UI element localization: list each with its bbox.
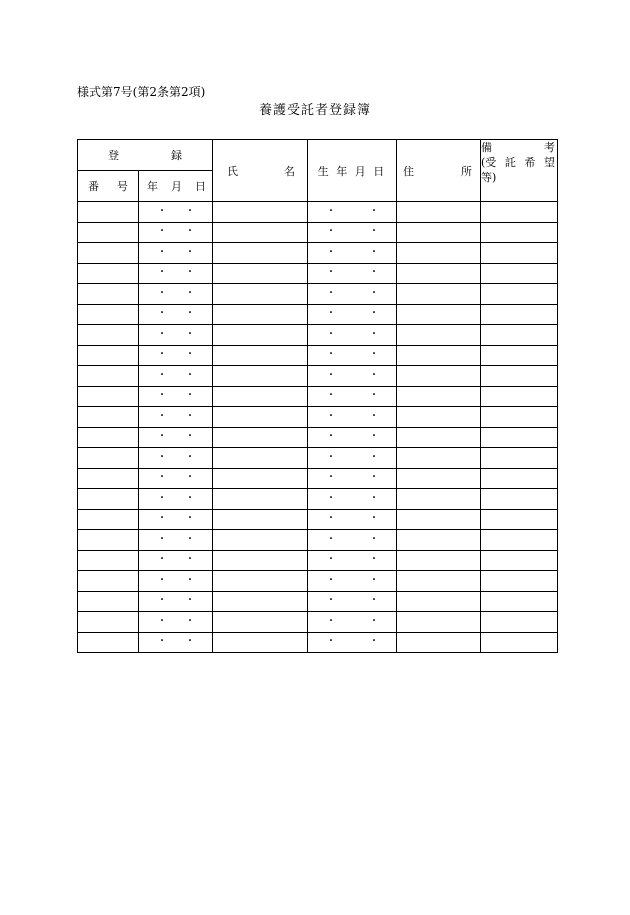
name-cell[interactable]	[213, 243, 308, 264]
registration-date-cell[interactable]	[139, 386, 213, 407]
birth-date-cell[interactable]	[308, 202, 397, 223]
remarks-cell[interactable]	[481, 550, 558, 571]
name-cell[interactable]	[213, 366, 308, 387]
birth-date-cell[interactable]	[308, 243, 397, 264]
name-header-char: 名	[284, 164, 295, 178]
number-cell[interactable]	[78, 407, 139, 428]
date-separator: ・	[185, 513, 195, 525]
remarks-cell[interactable]	[481, 386, 558, 407]
remarks-cell[interactable]	[481, 263, 558, 284]
date-separator: ・	[157, 636, 167, 648]
date-separator: ・	[369, 533, 379, 545]
registration-header-char: 登	[108, 149, 119, 162]
address-cell[interactable]	[397, 407, 481, 428]
birth-date-cell[interactable]	[308, 427, 397, 448]
birth-date-cell[interactable]	[308, 612, 397, 633]
date-separator: ・	[185, 636, 195, 648]
date-separator: ・	[185, 533, 195, 545]
registration-date-cell[interactable]	[139, 612, 213, 633]
date-separator: ・	[369, 451, 379, 463]
date-separator: ・	[185, 390, 195, 402]
table-row	[78, 304, 558, 325]
table-row	[78, 632, 558, 653]
date-separator: ・	[326, 451, 336, 463]
address-cell[interactable]	[397, 386, 481, 407]
address-cell[interactable]	[397, 509, 481, 530]
date-separator: ・	[185, 349, 195, 361]
registration-date-cell[interactable]	[139, 407, 213, 428]
reg-date-header-char: 日	[195, 180, 206, 193]
remarks-cell[interactable]	[481, 489, 558, 510]
registration-date-cell[interactable]	[139, 366, 213, 387]
date-separator: ・	[326, 390, 336, 402]
reg-date-header-char: 月	[171, 180, 182, 193]
registration-date-cell[interactable]	[139, 489, 213, 510]
registration-date-cell[interactable]	[139, 243, 213, 264]
birth-date-header	[308, 140, 397, 202]
address-cell[interactable]	[397, 202, 481, 223]
name-cell[interactable]	[213, 530, 308, 551]
date-separator: ・	[369, 615, 379, 627]
date-separator: ・	[326, 533, 336, 545]
name-cell[interactable]	[213, 386, 308, 407]
remarks-header-char: 考	[544, 141, 555, 154]
name-cell[interactable]	[213, 345, 308, 366]
remarks-header-char: (受	[481, 156, 497, 169]
number-cell[interactable]	[78, 263, 139, 284]
date-separator: ・	[326, 492, 336, 504]
remarks-header-char: 託	[504, 156, 516, 169]
date-separator: ・	[369, 472, 379, 484]
table-row	[78, 612, 558, 633]
table-row	[78, 530, 558, 551]
address-cell[interactable]	[397, 222, 481, 243]
date-separator: ・	[157, 615, 167, 627]
date-separator: ・	[185, 328, 195, 340]
date-separator: ・	[157, 513, 167, 525]
date-separator: ・	[369, 554, 379, 566]
form-number: 様式第7号(第2条第2項)	[77, 85, 206, 99]
table-row	[78, 407, 558, 428]
date-separator: ・	[369, 410, 379, 422]
remarks-cell[interactable]	[481, 468, 558, 489]
date-separator: ・	[157, 451, 167, 463]
registration-date-cell[interactable]	[139, 468, 213, 489]
number-header-char: 号	[117, 180, 128, 193]
number-cell[interactable]	[78, 530, 139, 551]
birth-date-cell[interactable]	[308, 448, 397, 469]
name-cell[interactable]	[213, 632, 308, 653]
remarks-cell[interactable]	[481, 284, 558, 305]
number-header-char: 番	[88, 180, 99, 193]
remarks-cell[interactable]	[481, 304, 558, 325]
date-separator: ・	[157, 431, 167, 443]
date-separator: ・	[326, 574, 336, 586]
date-separator: ・	[157, 369, 167, 381]
header-row-1	[78, 140, 558, 171]
date-separator: ・	[185, 472, 195, 484]
number-cell[interactable]	[78, 284, 139, 305]
table-row	[78, 386, 558, 407]
number-cell[interactable]	[78, 345, 139, 366]
address-header-char: 所	[461, 164, 472, 178]
birth-date-cell[interactable]	[308, 591, 397, 612]
date-separator: ・	[157, 492, 167, 504]
remarks-cell[interactable]	[481, 325, 558, 346]
table-row	[78, 222, 558, 243]
name-cell[interactable]	[213, 571, 308, 592]
birth-date-cell[interactable]	[308, 530, 397, 551]
table-row	[78, 571, 558, 592]
registration-date-cell[interactable]	[139, 591, 213, 612]
name-cell[interactable]	[213, 427, 308, 448]
table-row	[78, 468, 558, 489]
number-cell[interactable]	[78, 550, 139, 571]
number-cell[interactable]	[78, 612, 139, 633]
table-row	[78, 345, 558, 366]
date-separator: ・	[369, 328, 379, 340]
date-separator: ・	[326, 431, 336, 443]
date-separator: ・	[157, 287, 167, 299]
date-separator: ・	[369, 595, 379, 607]
date-separator: ・	[369, 513, 379, 525]
address-cell[interactable]	[397, 366, 481, 387]
address-cell[interactable]	[397, 530, 481, 551]
date-separator: ・	[326, 595, 336, 607]
date-separator: ・	[326, 472, 336, 484]
remarks-header	[481, 140, 558, 202]
date-separator: ・	[369, 431, 379, 443]
number-cell[interactable]	[78, 222, 139, 243]
date-separator: ・	[326, 226, 336, 238]
date-separator: ・	[369, 390, 379, 402]
date-separator: ・	[157, 410, 167, 422]
date-separator: ・	[326, 636, 336, 648]
registration-date-cell[interactable]	[139, 284, 213, 305]
date-separator: ・	[369, 492, 379, 504]
date-separator: ・	[326, 205, 336, 217]
date-separator: ・	[369, 267, 379, 279]
remarks-cell[interactable]	[481, 612, 558, 633]
registration-date-cell[interactable]	[139, 448, 213, 469]
date-separator: ・	[185, 410, 195, 422]
registration-date-cell[interactable]	[139, 304, 213, 325]
registration-date-header	[139, 171, 213, 202]
name-cell[interactable]	[213, 448, 308, 469]
address-cell[interactable]	[397, 571, 481, 592]
document-title: 養護受託者登録簿	[258, 103, 371, 118]
remarks-cell[interactable]	[481, 407, 558, 428]
name-header	[213, 140, 308, 202]
remarks-cell[interactable]	[481, 345, 558, 366]
registration-date-cell[interactable]	[139, 263, 213, 284]
birth-date-cell[interactable]	[308, 550, 397, 571]
date-separator: ・	[369, 349, 379, 361]
table-row	[78, 202, 558, 223]
address-cell[interactable]	[397, 489, 481, 510]
remarks-header-line3: 等)	[481, 171, 497, 184]
birth-date-cell[interactable]	[308, 304, 397, 325]
registration-date-cell[interactable]	[139, 345, 213, 366]
birth-date-cell[interactable]	[308, 571, 397, 592]
table-row	[78, 448, 558, 469]
number-cell[interactable]	[78, 489, 139, 510]
name-header-char: 氏	[227, 164, 238, 178]
name-cell[interactable]	[213, 612, 308, 633]
date-separator: ・	[157, 390, 167, 402]
address-cell[interactable]	[397, 345, 481, 366]
registration-header-char: 録	[171, 149, 182, 162]
date-separator: ・	[326, 267, 336, 279]
registry-table	[77, 139, 558, 653]
address-cell[interactable]	[397, 263, 481, 284]
remarks-cell[interactable]	[481, 509, 558, 530]
date-separator: ・	[185, 308, 195, 320]
address-header	[397, 140, 481, 202]
remarks-cell[interactable]	[481, 530, 558, 551]
birth-date-cell[interactable]	[308, 222, 397, 243]
number-cell[interactable]	[78, 202, 139, 223]
birth-date-cell[interactable]	[308, 632, 397, 653]
address-cell[interactable]	[397, 468, 481, 489]
table-row	[78, 284, 558, 305]
table-row	[78, 591, 558, 612]
name-cell[interactable]	[213, 304, 308, 325]
address-cell[interactable]	[397, 591, 481, 612]
table-row	[78, 366, 558, 387]
date-separator: ・	[326, 246, 336, 258]
date-separator: ・	[157, 328, 167, 340]
date-separator: ・	[369, 226, 379, 238]
date-separator: ・	[185, 287, 195, 299]
date-separator: ・	[157, 574, 167, 586]
name-cell[interactable]	[213, 468, 308, 489]
date-separator: ・	[185, 431, 195, 443]
name-cell[interactable]	[213, 263, 308, 284]
date-separator: ・	[157, 246, 167, 258]
remarks-cell[interactable]	[481, 243, 558, 264]
remarks-cell[interactable]	[481, 591, 558, 612]
name-cell[interactable]	[213, 202, 308, 223]
date-separator: ・	[185, 267, 195, 279]
date-separator: ・	[369, 287, 379, 299]
address-cell[interactable]	[397, 632, 481, 653]
table-row	[78, 509, 558, 530]
number-cell[interactable]	[78, 427, 139, 448]
date-separator: ・	[369, 574, 379, 586]
number-cell[interactable]	[78, 386, 139, 407]
birth-date-cell[interactable]	[308, 509, 397, 530]
birth-date-cell[interactable]	[308, 386, 397, 407]
remarks-cell[interactable]	[481, 632, 558, 653]
registration-date-cell[interactable]	[139, 550, 213, 571]
birth-date-cell[interactable]	[308, 407, 397, 428]
date-separator: ・	[326, 308, 336, 320]
date-separator: ・	[157, 205, 167, 217]
remarks-cell[interactable]	[481, 202, 558, 223]
date-separator: ・	[369, 636, 379, 648]
date-separator: ・	[185, 205, 195, 217]
table-row	[78, 243, 558, 264]
date-separator: ・	[369, 246, 379, 258]
date-separator: ・	[369, 369, 379, 381]
number-cell[interactable]	[78, 632, 139, 653]
date-separator: ・	[185, 595, 195, 607]
date-separator: ・	[369, 308, 379, 320]
date-separator: ・	[185, 615, 195, 627]
registration-date-cell[interactable]	[139, 427, 213, 448]
registration-date-cell[interactable]	[139, 530, 213, 551]
date-separator: ・	[157, 267, 167, 279]
date-separator: ・	[157, 308, 167, 320]
remarks-header-char: 備	[481, 141, 492, 154]
remarks-cell[interactable]	[481, 222, 558, 243]
date-separator: ・	[185, 554, 195, 566]
remarks-cell[interactable]	[481, 448, 558, 469]
name-cell[interactable]	[213, 222, 308, 243]
birth-date-cell[interactable]	[308, 345, 397, 366]
birth-date-cell[interactable]	[308, 489, 397, 510]
date-separator: ・	[326, 287, 336, 299]
address-header-char: 住	[403, 164, 414, 178]
date-separator: ・	[185, 492, 195, 504]
address-cell[interactable]	[397, 284, 481, 305]
date-separator: ・	[185, 369, 195, 381]
number-cell[interactable]	[78, 571, 139, 592]
number-cell[interactable]	[78, 591, 139, 612]
date-separator: ・	[185, 451, 195, 463]
address-cell[interactable]	[397, 243, 481, 264]
registration-date-cell[interactable]	[139, 222, 213, 243]
table-row	[78, 550, 558, 571]
registration-date-cell[interactable]	[139, 325, 213, 346]
date-separator: ・	[157, 226, 167, 238]
number-cell[interactable]	[78, 509, 139, 530]
birth-date-header-label: 生 年 月 日	[317, 164, 387, 178]
date-separator: ・	[157, 472, 167, 484]
date-separator: ・	[326, 369, 336, 381]
date-separator: ・	[326, 615, 336, 627]
registration-date-cell[interactable]	[139, 632, 213, 653]
date-separator: ・	[157, 595, 167, 607]
birth-date-cell[interactable]	[308, 468, 397, 489]
table-row	[78, 489, 558, 510]
name-cell[interactable]	[213, 591, 308, 612]
number-cell[interactable]	[78, 325, 139, 346]
registration-date-cell[interactable]	[139, 202, 213, 223]
address-cell[interactable]	[397, 448, 481, 469]
registration-date-cell[interactable]	[139, 509, 213, 530]
registration-date-cell[interactable]	[139, 571, 213, 592]
name-cell[interactable]	[213, 489, 308, 510]
date-separator: ・	[185, 574, 195, 586]
date-separator: ・	[157, 349, 167, 361]
name-cell[interactable]	[213, 509, 308, 530]
birth-date-cell[interactable]	[308, 366, 397, 387]
address-cell[interactable]	[397, 427, 481, 448]
name-cell[interactable]	[213, 284, 308, 305]
remarks-header-char: 望	[543, 156, 555, 169]
number-cell[interactable]	[78, 304, 139, 325]
address-cell[interactable]	[397, 612, 481, 633]
date-separator: ・	[326, 328, 336, 340]
date-separator: ・	[157, 554, 167, 566]
name-cell[interactable]	[213, 407, 308, 428]
date-separator: ・	[185, 246, 195, 258]
address-cell[interactable]	[397, 325, 481, 346]
birth-date-cell[interactable]	[308, 325, 397, 346]
name-cell[interactable]	[213, 550, 308, 571]
table-row	[78, 263, 558, 284]
remarks-cell[interactable]	[481, 427, 558, 448]
reg-date-header-char: 年	[147, 180, 158, 193]
number-cell[interactable]	[78, 366, 139, 387]
number-cell[interactable]	[78, 468, 139, 489]
remarks-cell[interactable]	[481, 571, 558, 592]
birth-date-cell[interactable]	[308, 263, 397, 284]
remarks-header-char: 希	[524, 156, 536, 169]
date-separator: ・	[326, 513, 336, 525]
number-header	[78, 171, 139, 202]
address-cell[interactable]	[397, 304, 481, 325]
name-cell[interactable]	[213, 325, 308, 346]
table-row	[78, 325, 558, 346]
date-separator: ・	[326, 410, 336, 422]
address-cell[interactable]	[397, 550, 481, 571]
date-separator: ・	[185, 226, 195, 238]
date-separator: ・	[157, 533, 167, 545]
registration-header	[78, 140, 213, 171]
date-separator: ・	[369, 205, 379, 217]
remarks-cell[interactable]	[481, 366, 558, 387]
date-separator: ・	[326, 554, 336, 566]
number-cell[interactable]	[78, 448, 139, 469]
number-cell[interactable]	[78, 243, 139, 264]
birth-date-cell[interactable]	[308, 284, 397, 305]
date-separator: ・	[326, 349, 336, 361]
table-row	[78, 427, 558, 448]
